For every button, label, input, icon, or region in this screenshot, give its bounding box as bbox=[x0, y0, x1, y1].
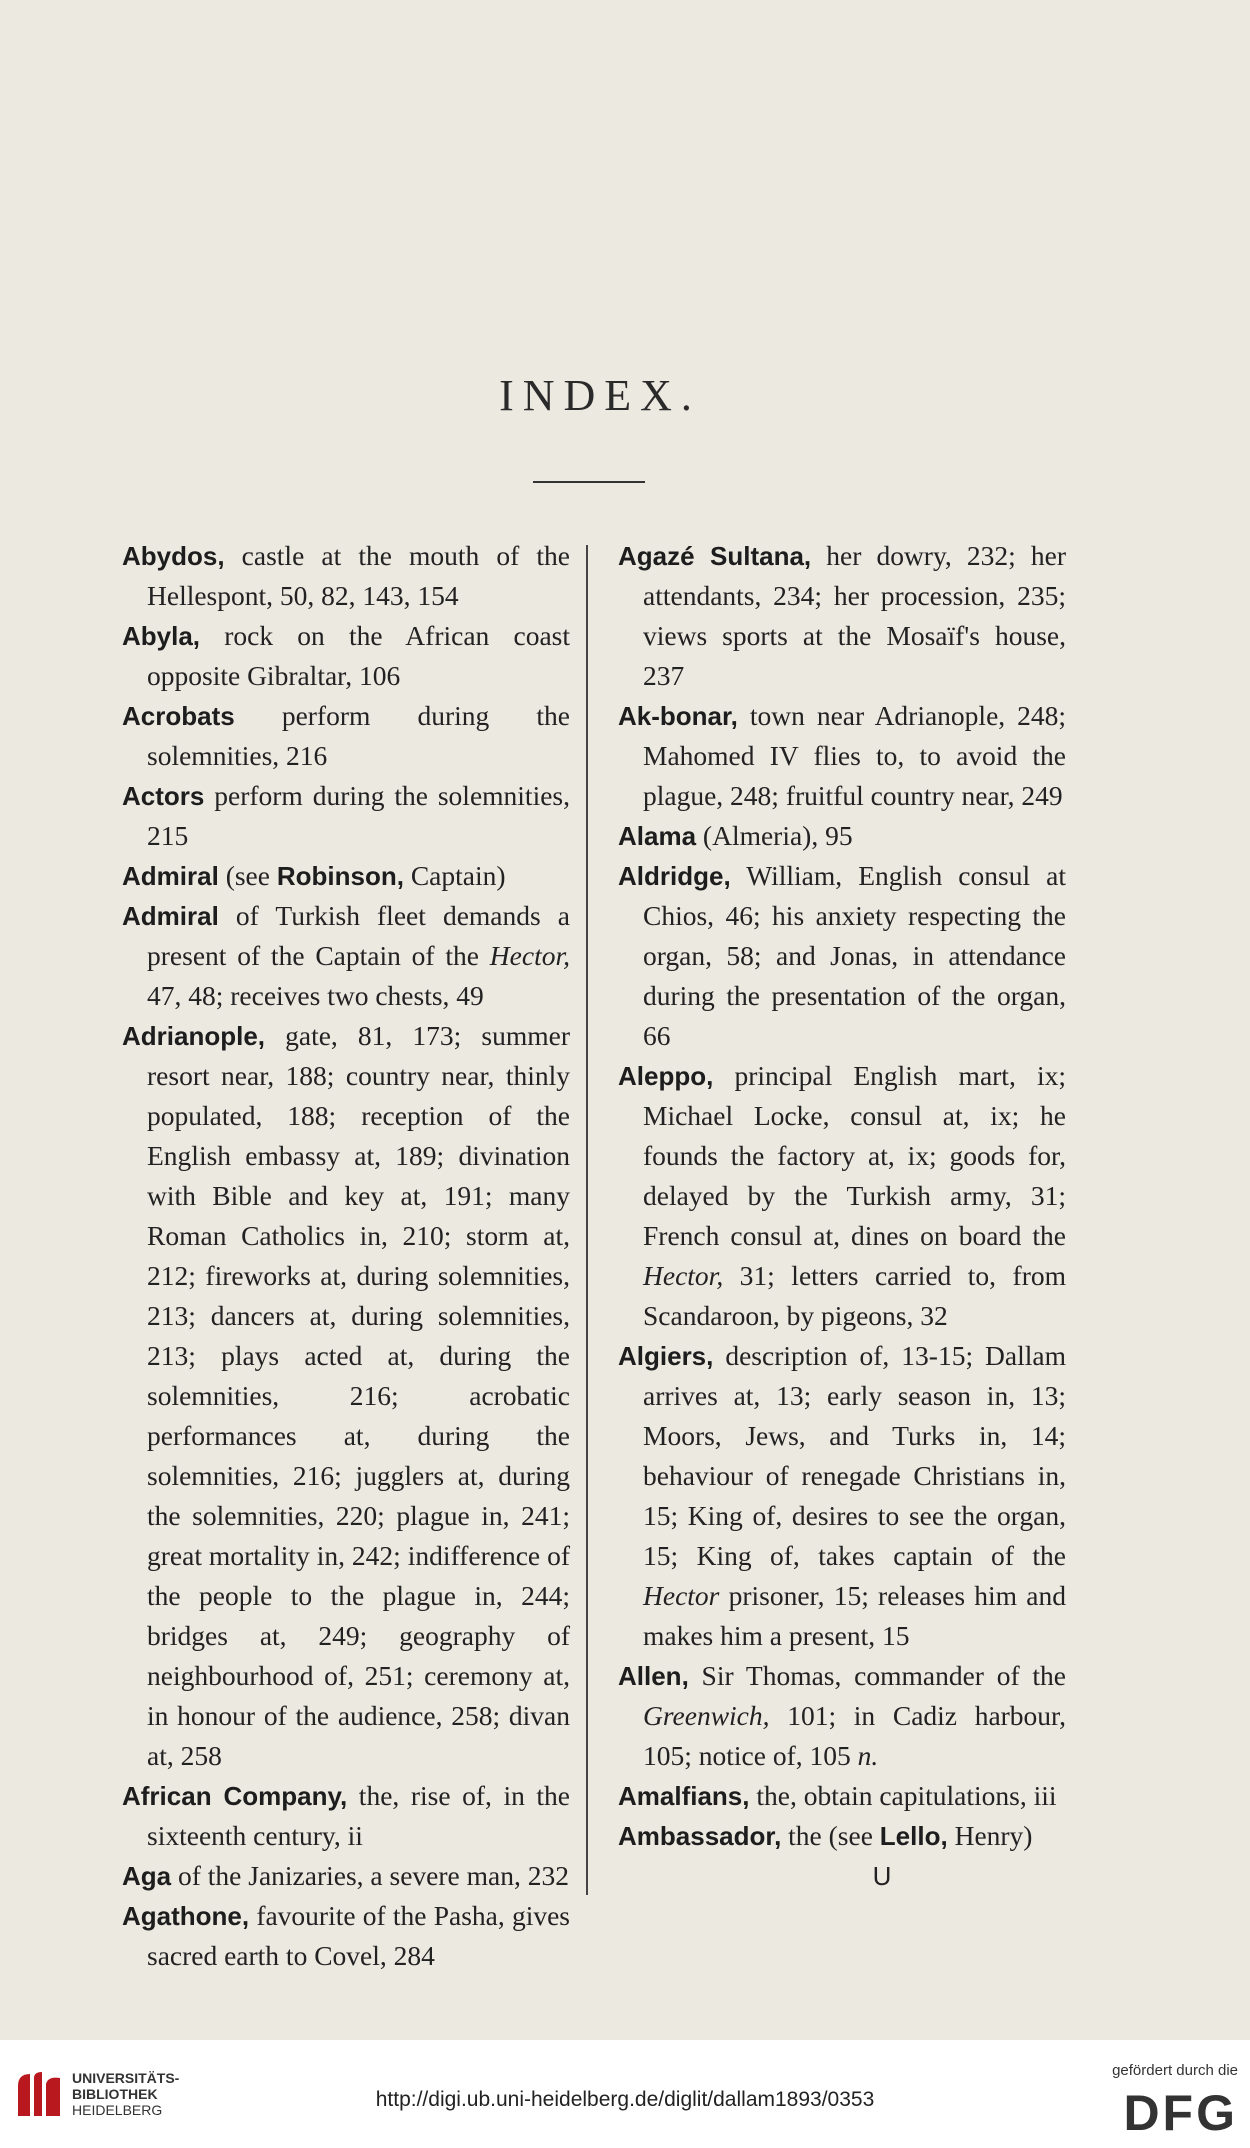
index-entry: Alama (Almeria), 95 bbox=[618, 820, 853, 851]
index-entry: Adrianople, gate, 81, 173; summer resort near, 188; country near, thinly populated, 188; reception of the English embassy at, 189; divination with Bible and key at, 191; many Roman Catholics in, 210; storm at, 212; fireworks at, during solemnities, 213; dancers at, during solemnities, 213; plays acted at, during the solemnities, 216; acrobatic performances at, during the solemnities, 216; jugglers at, during the solemnities, 220; plague in, 241; great mortality in, 242; indifference of the people to the plague in, 244; bridges at, 249; geography of neighbourhood of, 251; ceremony at, in honour of the audience, 258; divan at, 258 bbox=[122, 1020, 570, 1771]
viewer-footer bbox=[0, 2040, 1250, 2148]
index-entry: Agathone, favourite of the Pasha, gives sacred earth to Covel, 284 bbox=[122, 1900, 570, 1971]
index-entry: Algiers, description of, 13-15; Dallam arrives at, 13; early season in, 13; Moors, Jews, and Turks in, 14; behaviour of renegade Christians in, 15; King of, desires to see the organ, 15; King of, takes captain of the Hector prisoner, 15; releases him and makes him a present, 15 bbox=[618, 1340, 1066, 1651]
index-entry: Ambassador, the (see Lello, Henry) bbox=[618, 1820, 1033, 1851]
index-entry: Aldridge, William, English consul at Chios, 46; his anxiety respecting the organ, 58; and Jonas, in attendance during the presentation of the organ, 66 bbox=[618, 860, 1066, 1051]
title-rule bbox=[533, 481, 645, 483]
funder-caption: gefördert durch die bbox=[1112, 2062, 1238, 2079]
index-entry: Actors perform during the solemnities, 215 bbox=[122, 780, 570, 851]
index-column-right bbox=[618, 536, 1066, 1896]
index-entry: Admiral (see Robinson, Captain) bbox=[122, 860, 506, 891]
index-entry: Admiral of Turkish fleet demands a present of the Captain of the Hector, 47, 48; receives two chests, 49 bbox=[122, 900, 570, 1011]
index-entry: Aleppo, principal English mart, ix; Michael Locke, consul at, ix; he founds the factory at, ix; goods for, delayed by the Turkish army, 31; French consul at, dines on board the Hector, 31; letters carried to, from Scandaroon, by pigeons, 32 bbox=[618, 1060, 1066, 1331]
column-divider bbox=[586, 545, 588, 1895]
index-entry: Amalfians, the, obtain capitulations, iii bbox=[618, 1780, 1057, 1811]
index-entry: Acrobats perform during the solemnities, 216 bbox=[122, 700, 570, 771]
index-column-left bbox=[122, 536, 570, 1976]
index-entry: African Company, the, rise of, in the sixteenth century, ii bbox=[122, 1780, 570, 1851]
index-entry: Aga of the Janizaries, a severe man, 232 bbox=[122, 1860, 569, 1891]
index-entry: Abydos, castle at the mouth of the Hellespont, 50, 82, 143, 154 bbox=[122, 540, 570, 611]
index-entry: Allen, Sir Thomas, commander of the Greenwich, 101; in Cadiz harbour, 105; notice of, 105 n. bbox=[618, 1660, 1066, 1771]
library-name: UNIVERSITÄTS- BIBLIOTHEK HEIDELBERG bbox=[72, 2070, 180, 2118]
index-entry: Ak-bonar, town near Adrianople, 248; Mahomed IV flies to, to avoid the plague, 248; fruitful country near, 249 bbox=[618, 700, 1066, 811]
catchword: U bbox=[872, 1861, 892, 1891]
index-entry: Agazé Sultana, her dowry, 232; her attendants, 234; her procession, 235; views sports at the Mosaïf's house, 237 bbox=[618, 540, 1066, 691]
index-entry: Abyla, rock on the African coast opposite Gibraltar, 106 bbox=[122, 620, 570, 691]
dfg-logo-icon: DFG bbox=[1123, 2085, 1238, 2141]
source-url-link[interactable]: http://digi.ub.uni-heidelberg.de/diglit/dallam1893/0353 bbox=[375, 2088, 875, 2111]
page-title: INDEX. bbox=[499, 371, 701, 420]
